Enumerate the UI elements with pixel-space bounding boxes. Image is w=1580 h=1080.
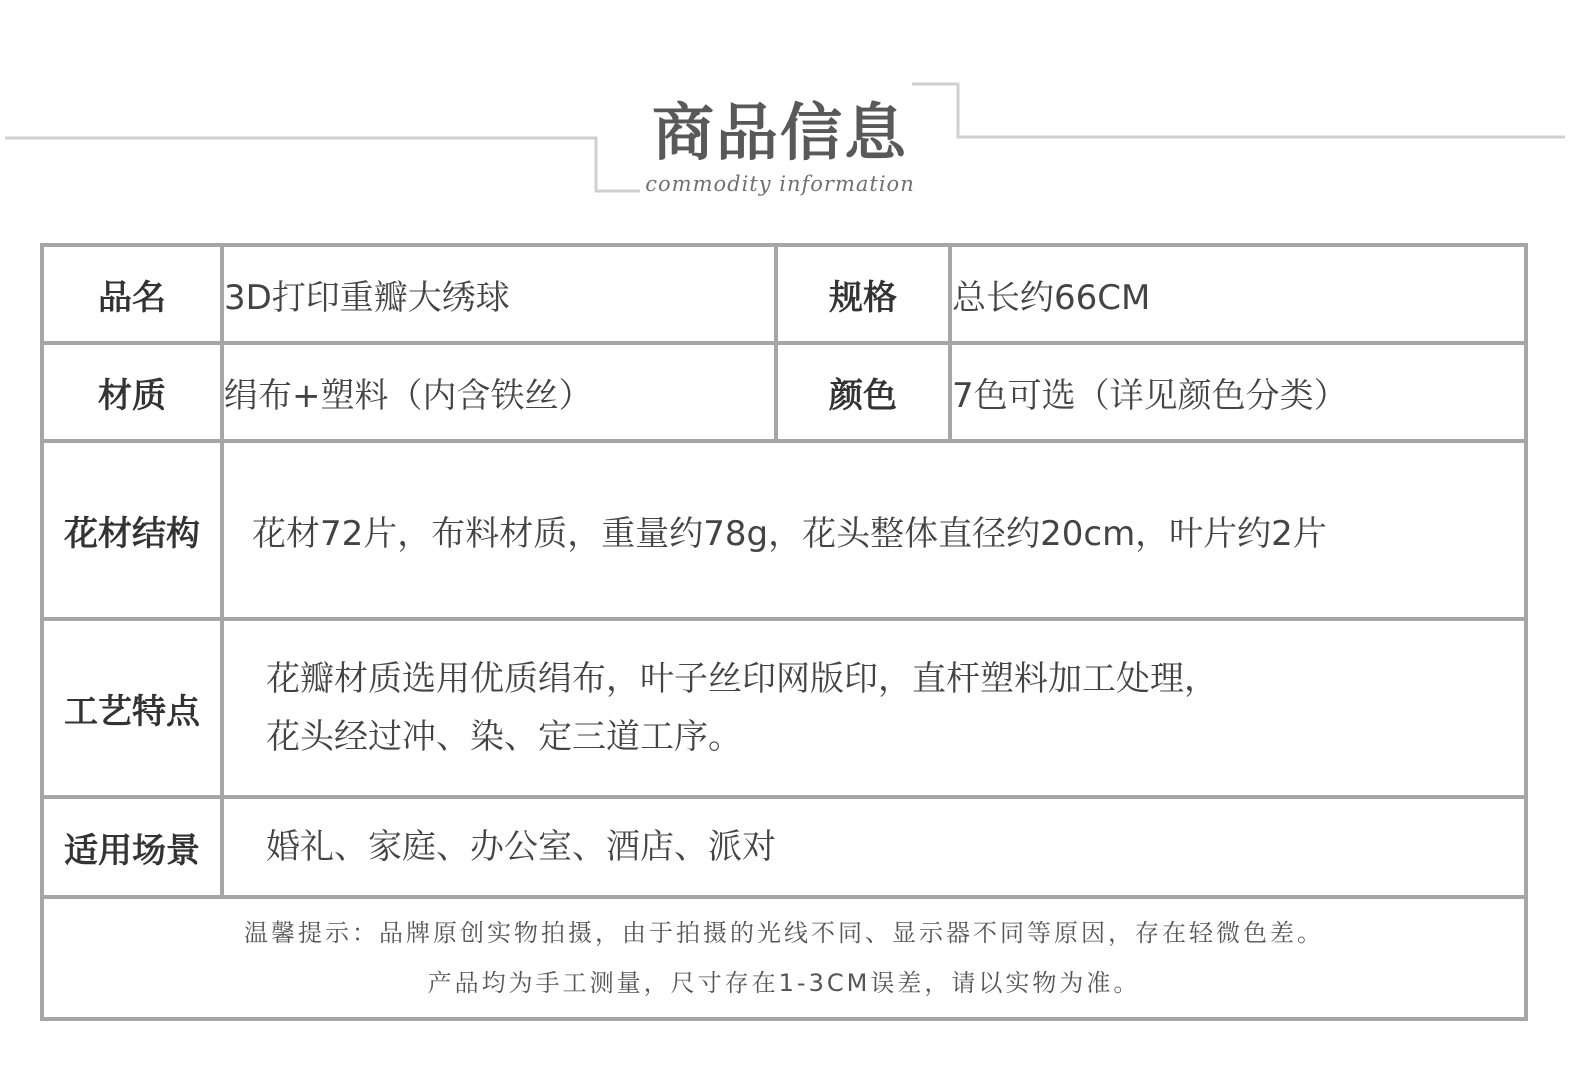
table-row [42, 797, 1526, 897]
color-value: 7色可选（详见颜色分类） [950, 343, 1526, 441]
scene-label: 适用场景 [42, 797, 222, 897]
color-label: 颜色 [776, 343, 950, 441]
notice-line: 产品均为手工测量，尺寸存在1-3CM误差，请以实物为准。 [427, 969, 1141, 997]
name-label: 品名 [42, 245, 222, 343]
material-value: 绢布+塑料（内含铁丝） [222, 343, 776, 441]
page-title: 商品信息 [651, 96, 908, 169]
table-row [42, 343, 1526, 441]
craft-line: 花头经过冲、染、定三道工序。 [266, 717, 742, 757]
right-decor-line [912, 84, 1565, 137]
structure-value: 花材72片，布料材质，重量约78g，花头整体直径约20cm，叶片约2片 [222, 441, 1526, 619]
table-row [42, 441, 1526, 619]
name-value: 3D打印重瓣大绣球 [222, 245, 776, 343]
structure-label: 花材结构 [42, 441, 222, 619]
notice-line: 温馨提示：品牌原创实物拍摄，由于拍摄的光线不同、显示器不同等原因，存在轻微色差。 [244, 919, 1324, 947]
craft-value [222, 619, 1526, 797]
material-label: 材质 [42, 343, 222, 441]
left-decor-line [5, 138, 640, 191]
notice [42, 897, 1526, 1019]
table-row [42, 619, 1526, 797]
craft-line: 花瓣材质选用优质绢布，叶子丝印网版印，直杆塑料加工处理， [266, 659, 1218, 699]
scene-value: 婚礼、家庭、办公室、酒店、派对 [222, 797, 1526, 897]
product-info-table [40, 243, 1528, 1021]
table-row [42, 897, 1526, 1019]
page-subtitle: commodity information [645, 172, 915, 196]
size-value: 总长约66CM [950, 245, 1526, 343]
size-label: 规格 [776, 245, 950, 343]
table-row [42, 245, 1526, 343]
craft-label: 工艺特点 [42, 619, 222, 797]
